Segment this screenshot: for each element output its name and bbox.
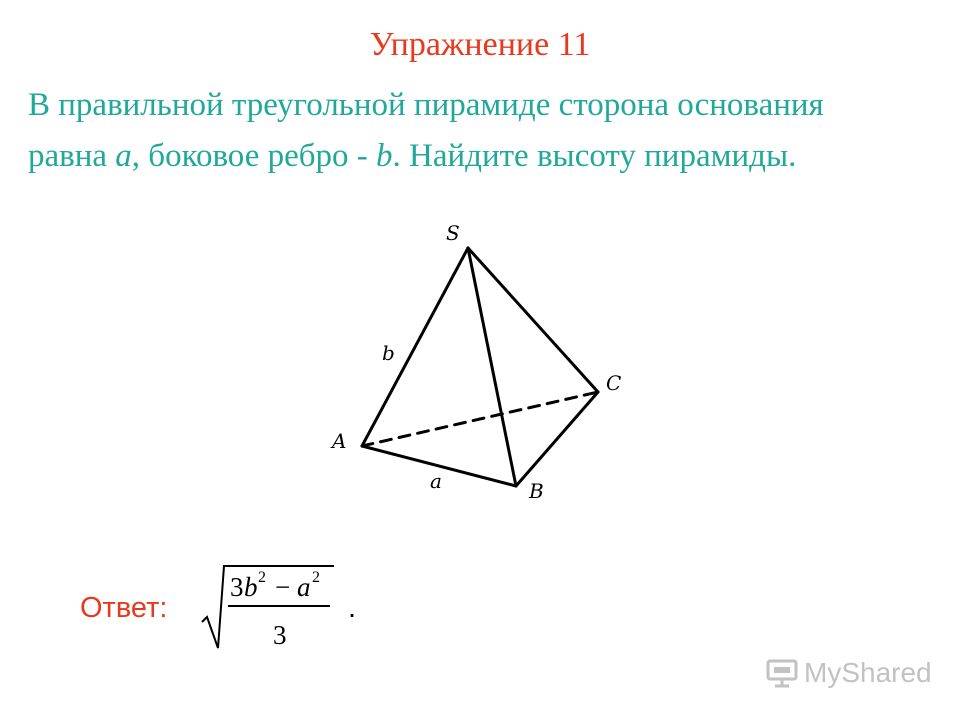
variable-a: a [115, 138, 132, 174]
edge-AC-hidden [362, 392, 598, 446]
numerator-exp-2: 2 [312, 569, 320, 586]
variable-b: b [376, 138, 393, 174]
numerator-3: 3 [230, 572, 244, 602]
problem-text-3: . Найдите высоту пирамиды. [392, 138, 797, 174]
edge-label-a: a [430, 469, 442, 493]
pyramid-figure [320, 210, 640, 510]
edge-SB [468, 248, 516, 486]
problem-line-1: В правильной треугольной пирамиде сторона основания [28, 87, 824, 123]
vertex-S-label: S [446, 221, 460, 245]
problem-text-2: , боковое ребро - [131, 138, 377, 174]
problem-line-2 [28, 131, 948, 182]
slide-title: Упражнение 11 [369, 26, 591, 63]
numerator-exp-1: 2 [258, 569, 266, 586]
answer-label: Ответ: [80, 592, 168, 624]
edge-SC [468, 248, 598, 392]
answer-period: . [348, 592, 357, 624]
vertex-A-label: A [332, 429, 347, 453]
numerator-minus: − [275, 572, 291, 602]
edge-SA [362, 248, 468, 446]
problem-statement [28, 80, 948, 182]
numerator-a: a [297, 572, 311, 602]
vertex-B-label: B [529, 479, 544, 503]
myshared-logo [766, 656, 932, 690]
vertex-C-label: C [606, 371, 622, 395]
numerator-b: b [244, 572, 258, 602]
edge-BC [516, 392, 598, 486]
answer-formula [196, 556, 346, 656]
edge-label-b: b [382, 341, 395, 365]
presentation-icon [766, 658, 798, 688]
logo-text: MyShared [804, 657, 932, 688]
problem-text-1: равна [28, 138, 116, 174]
denominator-3: 3 [273, 620, 287, 650]
